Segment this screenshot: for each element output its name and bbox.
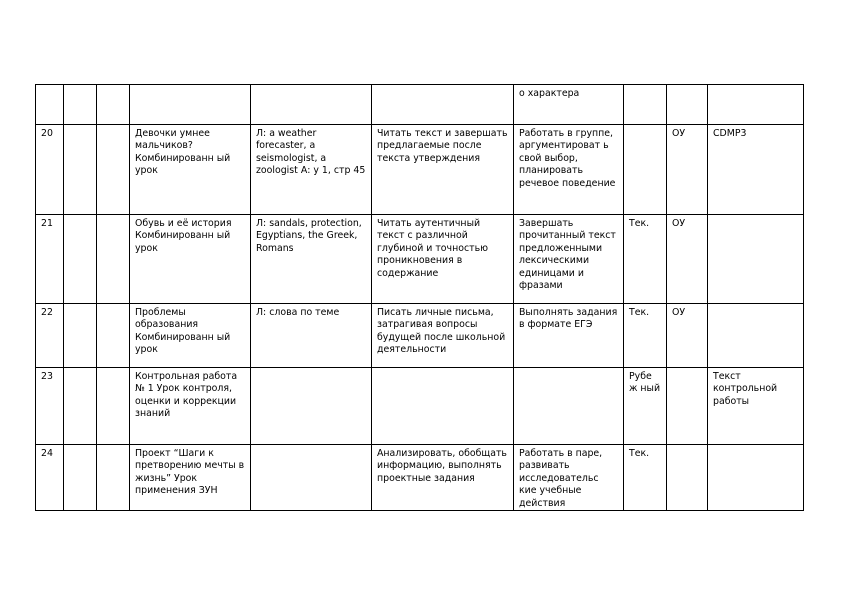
cell-empty-a <box>64 125 97 215</box>
cell-empty-b <box>97 85 130 125</box>
cell-control <box>624 125 667 215</box>
cell-num <box>36 85 64 125</box>
lesson-number: 22 <box>41 307 53 318</box>
cell-num <box>36 125 64 215</box>
cell-control <box>624 445 667 511</box>
cell-empty-a <box>64 445 97 511</box>
lesson-activity-a: Анализировать, обобщать информацию, выполнять проектные задания <box>377 448 507 484</box>
cell-resource <box>708 445 804 511</box>
cell-activity-b <box>514 368 624 445</box>
cell-num <box>36 304 64 368</box>
lesson-form: ОУ <box>672 128 686 139</box>
cell-empty-b <box>97 368 130 445</box>
cell-vocab <box>251 368 372 445</box>
cell-activity-a <box>372 445 514 511</box>
cell-resource <box>708 304 804 368</box>
lesson-control: Тек. <box>629 307 650 318</box>
lesson-number: 23 <box>41 371 53 382</box>
cell-activity-b <box>514 125 624 215</box>
cell-empty-a <box>64 304 97 368</box>
lesson-form: ОУ <box>672 218 686 229</box>
cell-control <box>624 368 667 445</box>
lesson-activity-b: Завершать прочитанный текст предложенными лексическими единицами и фразами <box>519 218 616 292</box>
table-row <box>36 368 804 445</box>
cell-num <box>36 368 64 445</box>
cell-activity-b <box>514 215 624 304</box>
activity-b-text: о характера <box>519 88 580 99</box>
cell-activity-b <box>514 445 624 511</box>
cell-topic <box>130 368 251 445</box>
cell-vocab <box>251 215 372 304</box>
lesson-topic: Обувь и её история Комбинированн ый урок <box>135 218 232 254</box>
cell-topic <box>130 215 251 304</box>
cell-activity-a <box>372 368 514 445</box>
table-row <box>36 304 804 368</box>
lesson-topic: Контрольная работа № 1 Урок контроля, оценки и коррекции знаний <box>135 371 238 420</box>
cell-control <box>624 304 667 368</box>
cell-resource <box>708 85 804 125</box>
lesson-topic: Проект “Шаги к претворению мечты в жизнь” Урок применения ЗУН <box>135 448 245 497</box>
cell-activity-a <box>372 85 514 125</box>
cell-num <box>36 215 64 304</box>
cell-vocab <box>251 304 372 368</box>
cell-resource <box>708 368 804 445</box>
lesson-topic: Девочки умнее мальчиков? Комбинированн ый урок <box>135 128 231 177</box>
cell-topic <box>130 304 251 368</box>
cell-activity-a <box>372 304 514 368</box>
lesson-vocab: Л: sandals, protection, Egyptians, the Greek, Romans <box>256 218 362 254</box>
cell-vocab <box>251 125 372 215</box>
cell-topic <box>130 85 251 125</box>
lesson-vocab: Л: слова по теме <box>256 307 340 318</box>
cell-topic <box>130 125 251 215</box>
lesson-number: 20 <box>41 128 53 139</box>
cell-empty-b <box>97 304 130 368</box>
cell-resource <box>708 125 804 215</box>
lesson-resource: Текст контрольной работы <box>713 371 778 407</box>
cell-activity-b <box>514 85 624 125</box>
lesson-form: ОУ <box>672 307 686 318</box>
table-row-top <box>36 85 804 125</box>
cell-topic <box>130 445 251 511</box>
cell-control <box>624 215 667 304</box>
lesson-resource: CDMP3 <box>713 128 747 139</box>
table-row <box>36 445 804 511</box>
cell-vocab <box>251 85 372 125</box>
cell-empty-b <box>97 125 130 215</box>
cell-empty-a <box>64 85 97 125</box>
cell-activity-b <box>514 304 624 368</box>
cell-resource <box>708 215 804 304</box>
cell-empty-a <box>64 368 97 445</box>
cell-empty-b <box>97 445 130 511</box>
cell-activity-a <box>372 215 514 304</box>
lesson-vocab: Л: a weather forecaster, a seismologist, a zoologist А: у 1, стр 45 <box>256 128 366 177</box>
lesson-number: 21 <box>41 218 53 229</box>
cell-form <box>667 215 708 304</box>
lesson-topic: Проблемы образования Комбинированн ый урок <box>135 307 231 356</box>
lesson-activity-b: Работать в паре, развивать исследовательс кие учебные действия <box>519 448 603 509</box>
cell-control <box>624 85 667 125</box>
lesson-control: Рубе ж ный <box>629 371 661 395</box>
lesson-number: 24 <box>41 448 53 459</box>
cell-vocab <box>251 445 372 511</box>
lesson-control: Тек. <box>629 448 650 459</box>
cell-form <box>667 125 708 215</box>
table-row <box>36 215 804 304</box>
lesson-activity-a: Читать аутентичный текст с различной глубиной и точностью проникновения в содержание <box>377 218 488 279</box>
cell-activity-a <box>372 125 514 215</box>
cell-num <box>36 445 64 511</box>
lesson-control: Тек. <box>629 218 650 229</box>
cell-form <box>667 368 708 445</box>
lesson-activity-a: Читать текст и завершать предлагаемые после текста утверждения <box>377 128 508 164</box>
cell-form <box>667 304 708 368</box>
lesson-activity-b: Выполнять задания в формате ЕГЭ <box>519 307 618 331</box>
lesson-activity-a: Писать личные письма, затрагивая вопросы будущей после школьной деятельности <box>377 307 506 356</box>
cell-form <box>667 445 708 511</box>
table-row <box>36 125 804 215</box>
lesson-plan-table <box>35 84 804 511</box>
cell-empty-b <box>97 215 130 304</box>
cell-empty-a <box>64 215 97 304</box>
lesson-activity-b: Работать в группе, аргументироват ь свой выбор, планировать речевое поведение <box>519 128 616 189</box>
cell-form <box>667 85 708 125</box>
